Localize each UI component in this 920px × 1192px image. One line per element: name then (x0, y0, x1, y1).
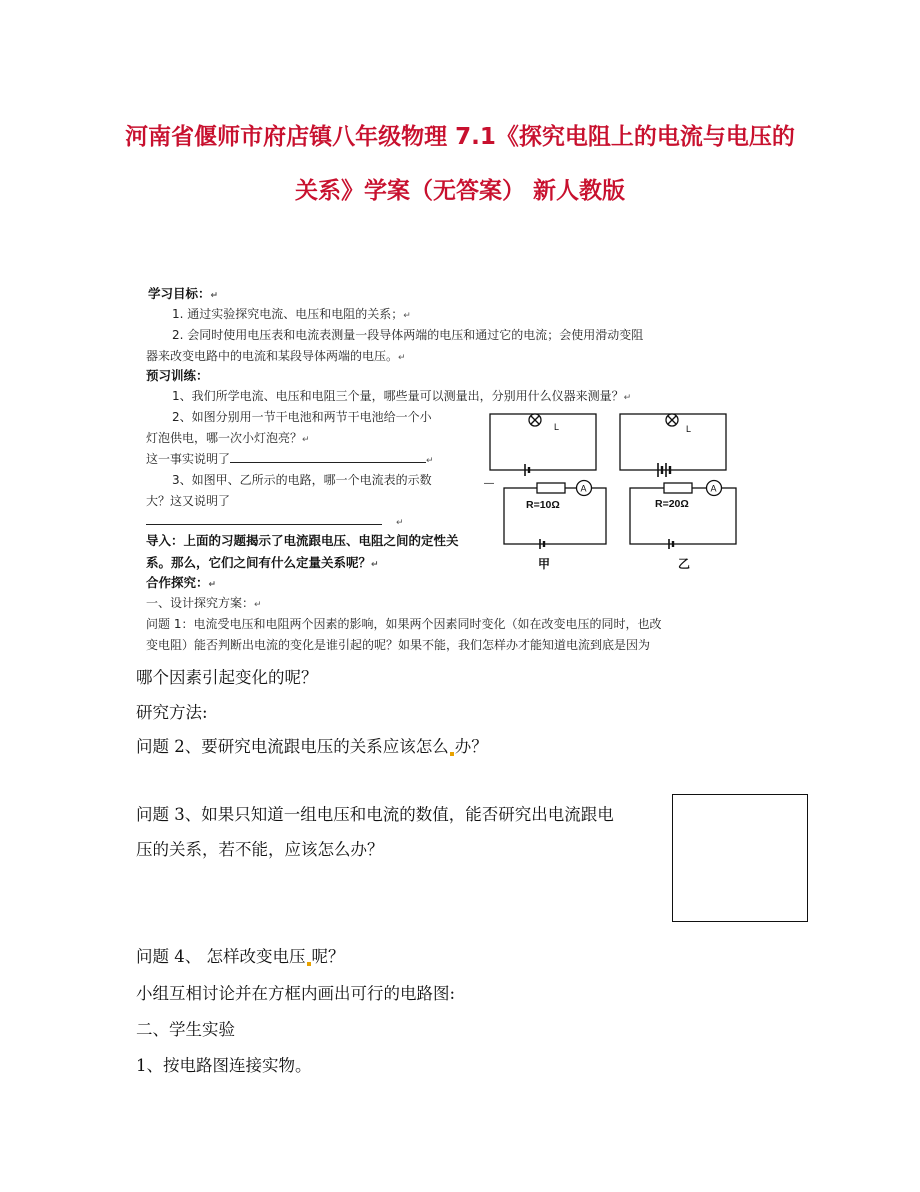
circuit-drawing-box[interactable] (672, 794, 808, 922)
body-line-6: 小组互相讨论并在方框内画出可行的电路图: (136, 984, 456, 1003)
goal-2-line-a: 2. 会同时使用电压表和电流表测量一段导体两端的电压和通过它的电流；会使用滑动变阻 (172, 328, 644, 342)
preview-q2-line-a: 2、如图分别用一节干电池和两节干电池给一个小 (172, 410, 432, 424)
question-1-line-b: 变电阻）能否判断出电流的变化是谁引起的呢？如果不能，我们怎样办才能知道电流到底是因为 (146, 638, 651, 652)
resistor-jia-icon (537, 483, 565, 493)
body-line-5: 问题 4、 怎样改变电压 呢？ (136, 947, 345, 966)
lamp-b-label: L (686, 424, 692, 434)
coop-heading: 合作探究：↵ (146, 575, 217, 590)
margin-dash: — (484, 478, 494, 489)
body-line-4a: 问题 3、如果只知道一组电压和电流的数值，能否研究出电流跟电 (136, 805, 614, 824)
body-line-1: 哪个因素引起变化的呢？ (136, 668, 318, 687)
preview-q3-line-a: 3、如图甲、乙所示的电路，哪一个电流表的示数 (172, 473, 432, 487)
caption-yi: 乙 (678, 557, 691, 571)
intro-line-a: 导入：上面的习题揭示了电流跟电压、电阻之间的定性关 (146, 533, 459, 548)
body-line-3: 问题 2、要研究电流跟电压的关系应该怎么 办？ (136, 737, 488, 756)
design-heading: 一、设计探究方案：↵ (146, 596, 262, 610)
circuit-diagrams (480, 408, 750, 574)
preview-heading: 预习训练： (146, 368, 209, 383)
goal-1: 1. 通过实验探究电流、电压和电阻的关系；↵ (172, 307, 411, 321)
resistor-jia-label: R=10Ω (526, 499, 560, 511)
marker-dot-1 (450, 752, 454, 756)
goal-2-line-b: 器来改变电路中的电流和某段导体两端的电压。↵ (146, 349, 406, 363)
body-line-2: 研究方法: (136, 703, 208, 722)
intro-line-b: 系。那么，它们之间有什么定量关系呢？↵ (146, 555, 379, 570)
answer-blank-2[interactable] (146, 512, 382, 525)
doc-title-line2: 关系》学案（无答案） 新人教版 (294, 178, 625, 204)
doc-title-line1: 河南省偃师市府店镇八年级物理 7.1《探究电阻上的电流与电压的 (125, 124, 795, 150)
circuit-jia-wire (504, 488, 606, 544)
preview-q1: 1、我们所学电流、电压和电阻三个量，哪些量可以测量出，分别用什么仪器来测量？↵ (172, 389, 632, 403)
preview-q2-line-c: 这一事实说明了 ↵ (146, 452, 434, 466)
body-line-8: 1、按电路图连接实物。 (136, 1056, 312, 1075)
goals-heading: 学习目标：↵ (148, 286, 219, 301)
ammeter-jia-label: A (580, 483, 587, 494)
body-line-7: 二、学生实验 (136, 1020, 235, 1039)
preview-q3-blank-line: ↵ (146, 512, 404, 528)
preview-q2-line-b: 灯泡供电，哪一次小灯泡亮？↵ (146, 431, 310, 445)
caption-jia: 甲 (538, 557, 551, 571)
resistor-yi-icon (664, 483, 692, 493)
preview-q3-line-b: 大？这又说明了 (146, 494, 231, 508)
lamp-a-label: L (554, 422, 560, 432)
marker-dot-2 (307, 962, 311, 966)
answer-blank-1[interactable] (230, 450, 426, 463)
question-1-line-a: 问题 1：电流受电压和电阻两个因素的影响，如果两个因素同时变化（如在改变电压的同时，也改 (146, 617, 662, 631)
circuit-a-wire (490, 414, 596, 470)
body-line-4b: 压的关系，若不能，应该怎么办？ (136, 840, 384, 859)
circuit-yi-wire (630, 488, 736, 544)
resistor-yi-label: R=20Ω (655, 498, 689, 510)
ammeter-yi-label: A (710, 483, 717, 494)
